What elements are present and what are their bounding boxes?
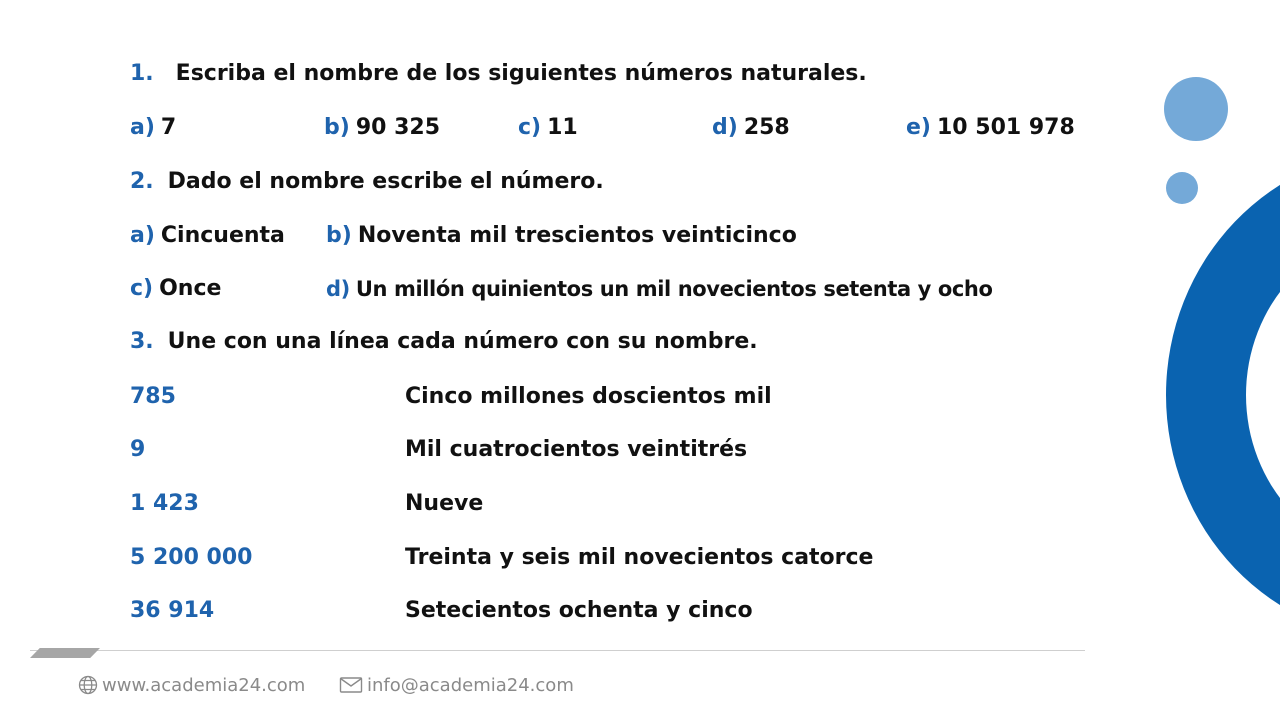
option-value: Noventa mil trescientos veinticinco: [357, 223, 797, 248]
match-number-4: 5 200 000: [130, 545, 253, 570]
option-letter: d): [326, 277, 350, 301]
question-2-heading: [130, 168, 604, 196]
decorative-small-dot: [1166, 172, 1198, 204]
option-letter: e): [906, 115, 931, 140]
option-value: Once: [159, 276, 222, 301]
question-1-heading: [130, 60, 867, 88]
option-letter: a): [130, 115, 155, 140]
question-3-text: Une con una línea cada número con su nombre.: [167, 329, 758, 354]
footer-website-text: www.academia24.com: [102, 675, 306, 696]
match-name-3: Nueve: [405, 491, 484, 516]
q1-option-a: [130, 114, 176, 142]
option-value: 11: [547, 115, 578, 140]
q1-option-b: [324, 114, 440, 142]
option-letter: b): [324, 115, 350, 140]
match-name-2: Mil cuatrocientos veintitrés: [405, 437, 748, 462]
option-value: Un millón quinientos un mil novecientos setenta y ocho: [355, 277, 993, 301]
option-letter: b): [326, 223, 352, 248]
option-value: 10 501 978: [936, 115, 1075, 140]
match-number-5: 36 914: [130, 598, 215, 623]
footer-email-text: info@academia24.com: [367, 675, 574, 696]
match-number-1: 785: [130, 384, 176, 409]
question-3-number: 3.: [130, 329, 154, 354]
match-name-4: Treinta y seis mil novecientos catorce: [405, 545, 874, 570]
q2-option-a: [130, 222, 285, 250]
match-name-1: Cinco millones doscientos mil: [405, 384, 772, 409]
question-2-number: 2.: [130, 169, 154, 194]
question-1-number: 1.: [130, 61, 154, 86]
question-2-text: Dado el nombre escribe el número.: [167, 169, 604, 194]
footer-tab-accent: [30, 648, 100, 658]
decorative-blue-ring: [1166, 150, 1280, 640]
mail-icon: [339, 675, 363, 695]
option-letter: c): [518, 115, 542, 140]
q2-option-d: [326, 275, 993, 303]
footer-website[interactable]: [78, 674, 305, 698]
q2-option-b: [326, 222, 797, 250]
option-letter: c): [130, 276, 154, 301]
option-letter: d): [712, 115, 738, 140]
question-1-text: Escriba el nombre de los siguientes números naturales.: [175, 61, 867, 86]
globe-icon: [78, 675, 98, 695]
footer-email[interactable]: [339, 674, 574, 698]
match-name-5: Setecientos ochenta y cinco: [405, 598, 753, 623]
match-number-2: 9: [130, 437, 146, 462]
q2-option-c: [130, 275, 221, 303]
option-value: 7: [160, 115, 177, 140]
q1-option-c: [518, 114, 578, 142]
decorative-large-dot: [1164, 77, 1228, 141]
option-value: 90 325: [355, 115, 441, 140]
option-value: 258: [743, 115, 790, 140]
option-letter: a): [130, 223, 155, 248]
q1-option-e: [906, 114, 1075, 142]
q1-option-d: [712, 114, 790, 142]
footer-divider: [30, 650, 1085, 651]
option-value: Cincuenta: [160, 223, 285, 248]
question-3-heading: [130, 328, 758, 356]
match-number-3: 1 423: [130, 491, 199, 516]
